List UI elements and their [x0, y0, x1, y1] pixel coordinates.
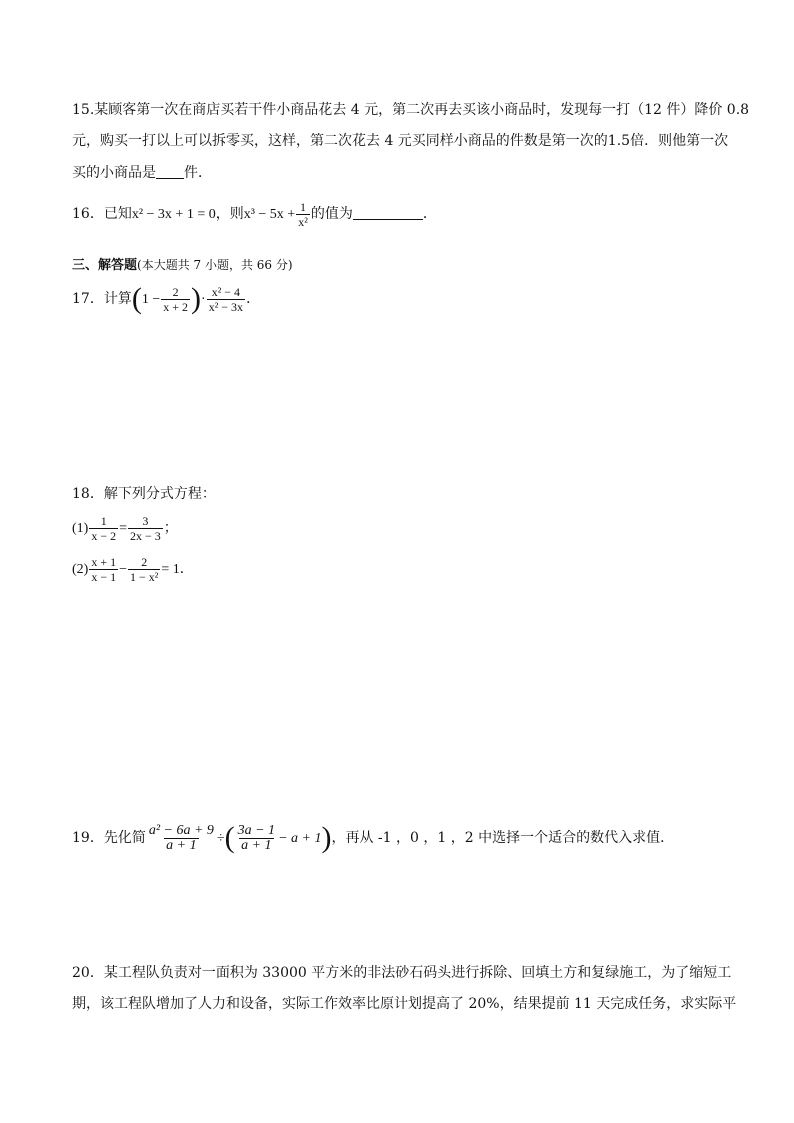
q17-fraction-1	[161, 285, 190, 314]
q19-f1-numerator: a² − 6a + 9	[148, 822, 214, 838]
q18-p1-f2-denominator: 2x − 3	[130, 528, 161, 543]
q18-p2-fraction-1	[89, 555, 118, 584]
q16-condition: x² − 3x + 1 = 0	[131, 207, 216, 222]
q19-prefix: 19．先化简	[72, 830, 146, 846]
section-3-header	[72, 255, 293, 276]
section-3-note: (本大题共 7 小题，共 66 分)	[137, 258, 293, 272]
q18-p1-f1-denominator: x − 2	[91, 528, 117, 543]
q19-f2-numerator: 3a − 1	[237, 822, 276, 838]
section-3-title: 三、解答题	[72, 258, 138, 273]
q16-line	[72, 199, 437, 230]
q18-p1-end: ；	[163, 520, 178, 536]
q15-line-3	[72, 163, 212, 183]
q19-fraction-1	[147, 824, 216, 853]
q20-line-2: 期，该工程队增加了人力和设备，实际工作效率比原计划提高了 20%，结果提前 11 天完成任务，求实际平	[72, 996, 737, 1012]
q18-p2-end: ．	[179, 561, 194, 577]
q16-expression: x³ − 5x +	[243, 207, 296, 222]
q18-p2-label: (2)	[72, 562, 89, 577]
q18-title: 18．解下列分式方程：	[72, 486, 216, 502]
q18-p1-f2-numerator: 3	[142, 513, 149, 528]
q18-part-1	[72, 512, 178, 545]
q16-prefix: 16．已知	[72, 206, 132, 222]
q19-right-paren: )	[321, 821, 332, 854]
q17-one-minus: 1 −	[141, 292, 161, 307]
q20-line-1: 20．某工程队负责对一面积为 33000 平方米的非法砂石码头进行拆除、回填土方和复绿施工，为了缩短工	[72, 965, 732, 981]
q17-prefix: 17．计算	[72, 291, 132, 307]
q17-line	[72, 282, 260, 317]
q18-p1-f1-numerator: 1	[100, 513, 107, 528]
q16-mid: ，则	[215, 206, 244, 222]
q18-p2-fraction-2	[128, 555, 160, 584]
q19-line	[72, 820, 674, 857]
q18-part-2	[72, 553, 194, 586]
q15-answer-blank	[156, 178, 184, 179]
q18-p2-f1-denominator: x − 1	[91, 569, 117, 584]
q18-p2-f1-numerator: x + 1	[91, 554, 117, 569]
q18-p1-fraction-2	[128, 514, 163, 543]
q18-p2-equals: = 1	[161, 562, 180, 577]
q17-right-paren: )	[191, 282, 202, 315]
q17-dot: ·	[201, 292, 206, 307]
q17-f2-denominator: x² − 3x	[208, 299, 244, 314]
q15-line-2: 元，购买一打以上可以拆零买，这样，第二次花去 4 元买同样小商品的件数是第一次的1.5倍．则他第一次	[72, 133, 729, 149]
q16-answer-blank	[353, 219, 423, 220]
q17-f1-denominator: x + 2	[163, 299, 189, 314]
q19-fraction-2	[236, 824, 277, 853]
q19-left-paren: (	[224, 821, 235, 854]
q18-p2-f2-numerator: 2	[141, 554, 148, 569]
q16-suffix: 的值为	[310, 206, 353, 222]
q19-suffix: ，再从 -1 ，0 ，1 ，2 中选择一个适合的数代入求值．	[331, 830, 675, 846]
q15-text-a: 买的小商品是	[72, 165, 156, 181]
q16-end: ．	[422, 206, 437, 222]
q18-p1-label: (1)	[72, 521, 89, 536]
q15-text-b: 件．	[184, 165, 212, 181]
q17-fraction-2	[207, 285, 245, 314]
q19-tail: − a + 1	[278, 831, 322, 846]
q18-p2-f2-denominator: 1 − x²	[130, 569, 159, 584]
q17-end: ．	[246, 291, 261, 307]
q19-divide: ÷	[216, 831, 225, 846]
q17-f2-numerator: x² − 4	[211, 284, 241, 299]
q16-fraction-numerator: 1	[300, 199, 307, 214]
q19-f1-denominator: a + 1	[166, 837, 197, 853]
q17-left-paren: (	[131, 282, 142, 315]
q16-fraction-denominator: x²	[298, 214, 308, 229]
q19-f2-denominator: a + 1	[241, 837, 272, 853]
q17-f1-numerator: 2	[172, 284, 179, 299]
q16-fraction	[296, 200, 310, 229]
q15-line-1: 15.某顾客第一次在商店买若干件小商品花去 4 元，第二次再去买该小商品时，发现每一打（12 件）降价 0.8	[72, 102, 750, 118]
q18-p1-fraction-1	[89, 514, 118, 543]
q18-p2-minus: −	[119, 562, 128, 577]
q18-p1-equals: =	[119, 521, 128, 536]
